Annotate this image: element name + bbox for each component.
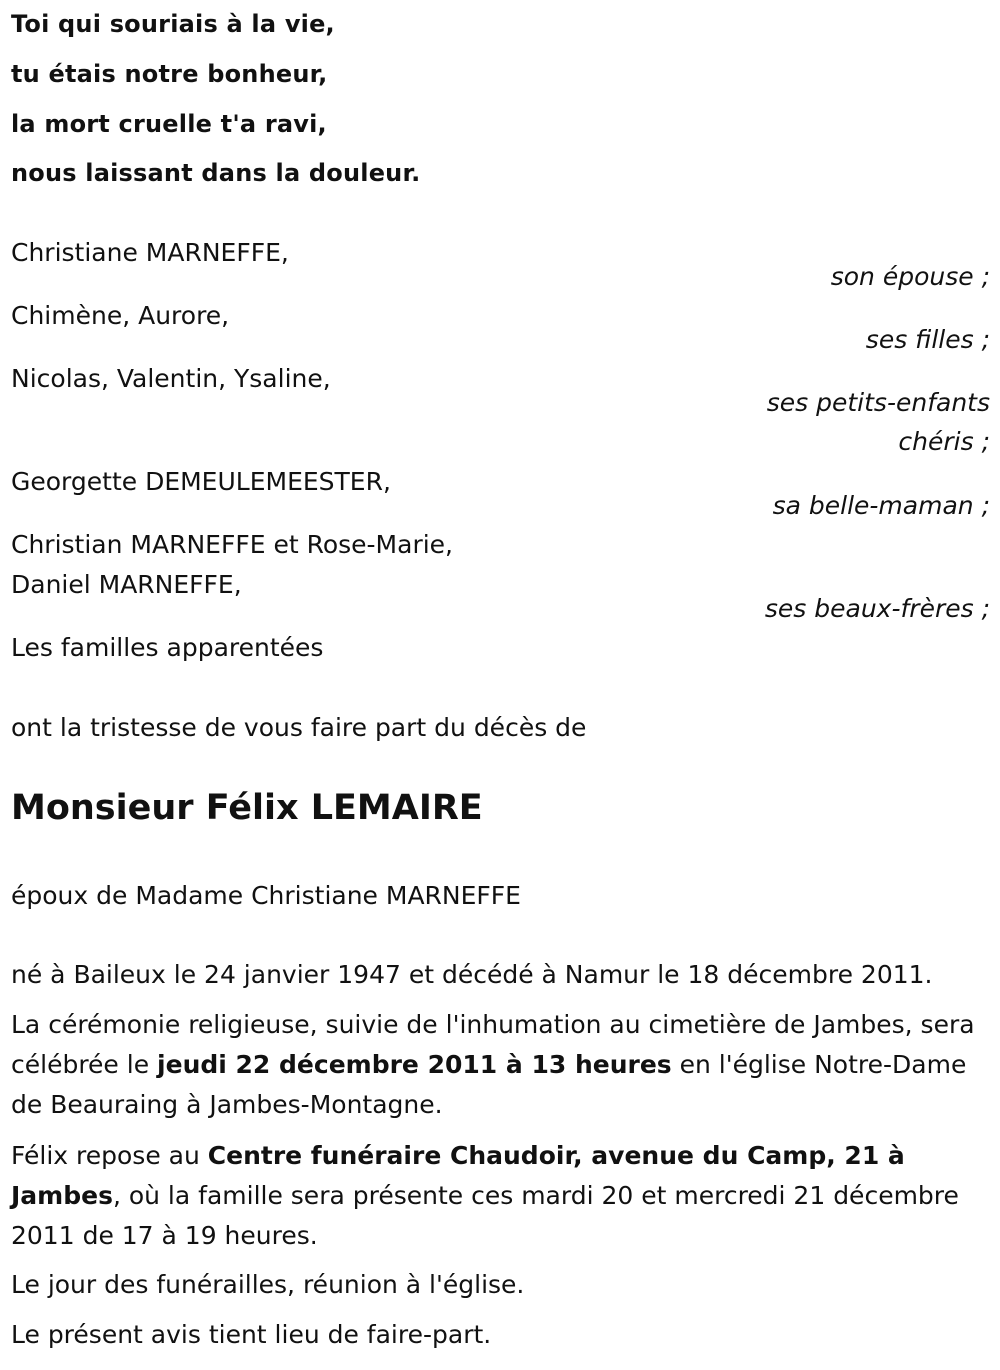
announcement: ont la tristesse de vous faire part du décès de: [11, 713, 587, 742]
grandchildren-names: Nicolas, Valentin, Ysaline,: [11, 364, 331, 393]
ceremony-text-before: La cérémonie religieuse, suivie de l'inhumation au cimetière de Jambes, sera célébrée le: [11, 1010, 975, 1079]
poem-line-3: la mort cruelle t'a ravi,: [11, 110, 327, 138]
poem-line-2: tu étais notre bonheur,: [11, 60, 328, 88]
poem-line-1: Toi qui souriais à la vie,: [11, 10, 335, 38]
rest-text-before: Félix repose au: [11, 1141, 208, 1170]
poem-line-4: nous laissant dans la douleur.: [11, 159, 421, 187]
brothers-in-law-line-1: Christian MARNEFFE et Rose-Marie,: [11, 530, 453, 559]
ceremony-paragraph: [11, 1005, 986, 1125]
brothers-in-law-relation: ses beaux-frères ;: [764, 594, 990, 623]
mother-in-law-name: Georgette DEMEULEMEESTER,: [11, 467, 391, 496]
relatives: Les familles apparentées: [11, 633, 324, 662]
grandchildren-relation-line-2: chéris ;: [898, 427, 990, 456]
brothers-in-law-line-2: Daniel MARNEFFE,: [11, 570, 242, 599]
spouse-name: Christiane MARNEFFE,: [11, 238, 289, 267]
rest-location: Centre funéraire Chaudoir, avenue du Camp, 21 à Jambes: [11, 1141, 905, 1210]
deceased-name: Monsieur Félix LEMAIRE: [11, 788, 483, 828]
daughters-relation: ses filles ;: [865, 325, 990, 354]
ceremony-text-after: en l'église Notre-Dame de Beauraing à Jambes-Montagne.: [11, 1050, 967, 1119]
rest-text-after: , où la famille sera présente ces mardi 20 et mercredi 21 décembre 2011 de 17 à 19 heures.: [11, 1181, 959, 1250]
spouse-relation: son épouse ;: [830, 262, 990, 291]
mother-in-law-relation: sa belle-maman ;: [772, 491, 990, 520]
daughters-names: Chimène, Aurore,: [11, 301, 230, 330]
notice: Le présent avis tient lieu de faire-part.: [11, 1320, 492, 1349]
spouse-of: époux de Madame Christiane MARNEFFE: [11, 881, 521, 910]
rest-paragraph: [11, 1136, 986, 1256]
birth-death: né à Baileux le 24 janvier 1947 et décédé à Namur le 18 décembre 2011.: [11, 960, 933, 989]
funeral-day: Le jour des funérailles, réunion à l'église.: [11, 1270, 525, 1299]
ceremony-date: jeudi 22 décembre 2011 à 13 heures: [157, 1050, 672, 1079]
grandchildren-relation-line-1: ses petits-enfants: [766, 388, 990, 417]
